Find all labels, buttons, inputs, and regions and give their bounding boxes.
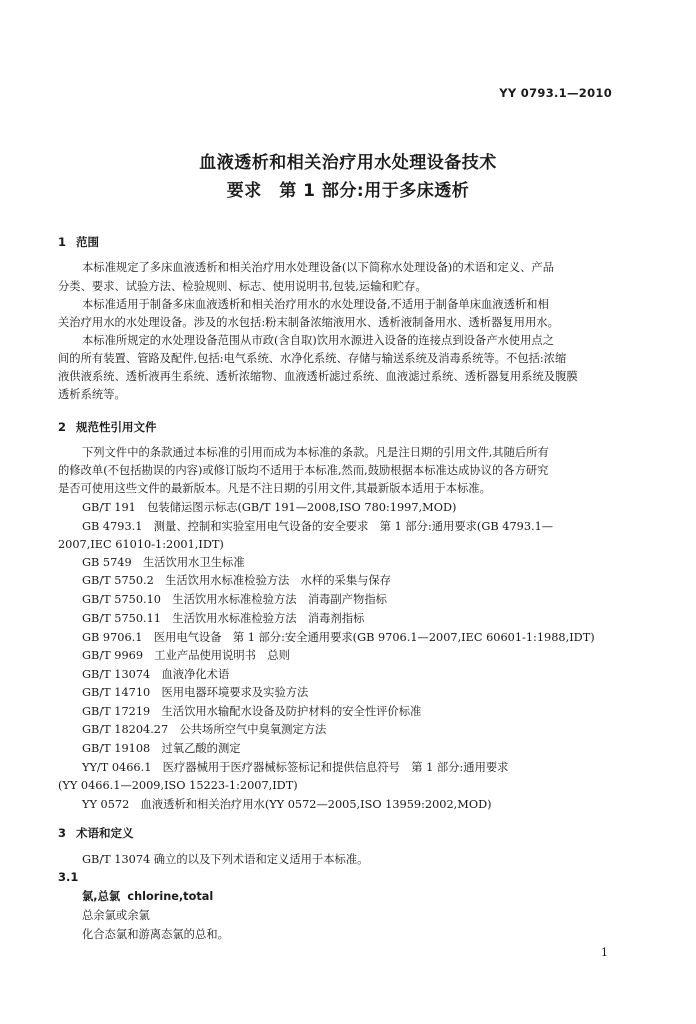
section-number: 1 — [58, 235, 67, 249]
section-1-heading — [58, 234, 99, 250]
reference-item: GB/T 5750.11 生活饮用水标准检验方法 消毒剂指标 — [82, 612, 365, 625]
paragraph-line: 是否可使用这些文件的最新版本。凡是不注日期的引用文件,其最新版本适用于本标准。 — [58, 482, 491, 495]
section-title: 规范性引用文件 — [76, 420, 157, 434]
term-entry — [82, 889, 213, 905]
paragraph-line: 本标准所规定的水处理设备范围从市政(含自取)饮用水源进入设备的连接点到设备产水使用点之 — [82, 334, 554, 347]
paragraph-line: 本标准规定了多床血液透析和相关治疗用水处理设备(以下简称水处理设备)的术语和定义、产品 — [82, 261, 554, 274]
term-english: chlorine,total — [127, 890, 214, 903]
reference-item: GB/T 5750.10 生活饮用水标准检验方法 消毒副产物指标 — [82, 593, 387, 606]
paragraph-line: 液供液系统、透析液再生系统、透析浓缩物、血液透析滤过系统、血液滤过系统、透析器复用系统及腹膜 — [58, 370, 578, 383]
paragraph-line: 下列文件中的条款通过本标准的引用而成为本标准的条款。凡是注日期的引用文件,其随后所有 — [82, 446, 549, 459]
document-title-line2: 要求 第 1 部分:用于多床透析 — [226, 181, 470, 201]
page-number: 1 — [601, 946, 608, 959]
reference-item: GB/T 19108 过氧乙酸的测定 — [82, 742, 241, 755]
paragraph-line: 间的所有装置、管路及配件,包括:电气系统、水净化系统、存储与输送系统及消毒系统等。不包括:浓缩 — [58, 352, 567, 365]
standard-number: YY 0793.1—2010 — [499, 86, 612, 100]
reference-item: GB/T 191 包装储运图示标志(GB/T 191—2008,ISO 780:1997,MOD) — [82, 501, 457, 514]
reference-item-continuation: 2007,IEC 61010-1:2001,IDT) — [58, 538, 224, 551]
reference-item: GB/T 9969 工业产品使用说明书 总则 — [82, 649, 290, 662]
reference-item: GB/T 5750.2 生活饮用水标准检验方法 水样的采集与保存 — [82, 574, 392, 587]
reference-item: YY 0572 血液透析和相关治疗用水(YY 0572—2005,ISO 13959:2002,MOD) — [82, 798, 492, 811]
term-definition: 化合态氯和游离态氯的总和。 — [82, 928, 229, 941]
reference-item: GB/T 17219 生活饮用水输配水设备及防护材料的安全性评价标准 — [82, 705, 422, 718]
section-number: 3 — [58, 826, 67, 840]
paragraph-line: 本标准适用于制备多床血液透析和相关治疗用水的水处理设备,不适用于制备单床血液透析和相 — [82, 298, 549, 311]
paragraph-line: 的修改单(不包括勘误的内容)或修订版均不适用于本标准,然而,鼓励根据本标准达成协议的各方研究 — [58, 464, 549, 477]
reference-item-continuation: (YY 0466.1—2009,ISO 15223-1:2007,IDT) — [58, 779, 298, 792]
section-2-heading — [58, 419, 157, 435]
term-chinese: 氯,总氯 — [82, 890, 121, 903]
paragraph-line: 分类、要求、试验方法、检验规则、标志、使用说明书,包装,运输和贮存。 — [58, 280, 427, 293]
reference-item: GB 4793.1 测量、控制和实验室用电气设备的安全要求 第 1 部分:通用要求(GB 4793.1— — [82, 520, 554, 533]
section-title: 范围 — [76, 235, 99, 249]
reference-item: GB/T 14710 医用电器环境要求及实验方法 — [82, 686, 309, 699]
paragraph-line: 关治疗用水的水处理设备。涉及的水包括:粉末制备浓缩液用水、透析液制备用水、透析器复用用水。 — [58, 316, 559, 329]
section-number: 2 — [58, 420, 67, 434]
term-synonym: 总余氯或余氯 — [82, 909, 150, 922]
reference-item: GB 9706.1 医用电气设备 第 1 部分:安全通用要求(GB 9706.1—2007,IEC 60601-1:1988,IDT) — [82, 631, 595, 644]
reference-item: YY/T 0466.1 医疗器械用于医疗器械标签标记和提供信息符号 第 1 部分:通用要求 — [82, 761, 509, 774]
paragraph-line: 透析系统等。 — [58, 388, 126, 401]
reference-item: GB 5749 生活饮用水卫生标准 — [82, 556, 245, 569]
subsection-number: 3.1 — [58, 870, 79, 884]
reference-item: GB/T 18204.27 公共场所空气中臭氧测定方法 — [82, 723, 327, 736]
document-title-line1: 血液透析和相关治疗用水处理设备技术 — [199, 153, 497, 173]
section-title: 术语和定义 — [76, 826, 134, 840]
reference-item: GB/T 13074 血液净化术语 — [82, 668, 230, 681]
section-3-heading — [58, 825, 134, 841]
paragraph-line: GB/T 13074 确立的以及下列术语和定义适用于本标准。 — [82, 853, 369, 866]
